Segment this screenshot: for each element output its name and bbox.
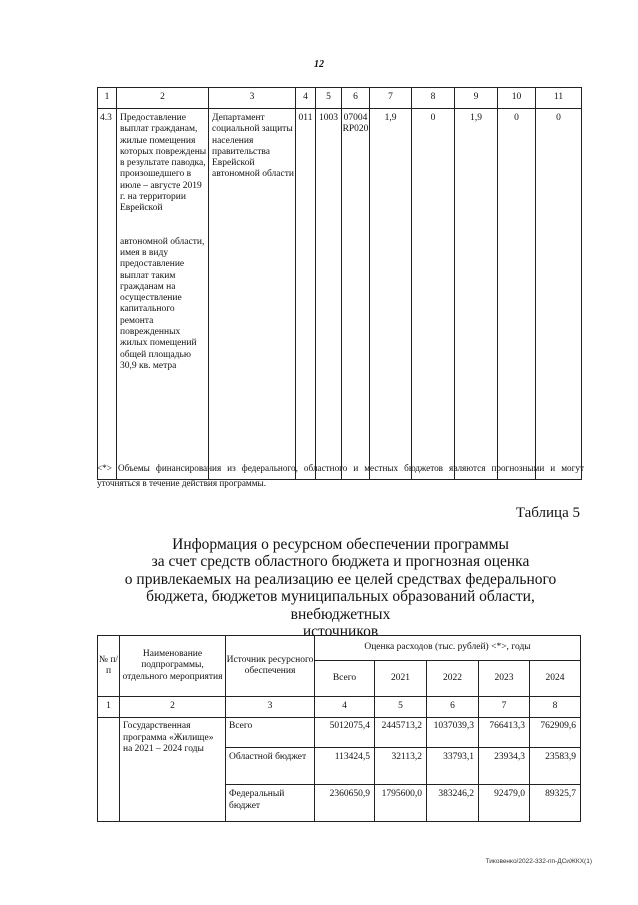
row-number: 4.3 [98, 109, 117, 480]
program-name: Государственная программа «Жилище» на 2021 – 2024 годы [120, 718, 226, 822]
header-source: Источник ресурсного обеспечения [226, 636, 315, 697]
col-num: 6 [342, 88, 370, 109]
col-num: 2 [117, 88, 209, 109]
table-row [98, 718, 581, 748]
col-num: 4 [296, 88, 316, 109]
year-header: 2021 [375, 661, 427, 697]
section-heading [97, 536, 584, 640]
cell-value: 2445713,2 [375, 718, 427, 748]
cell-value: 89325,7 [530, 785, 581, 822]
cell-value: 92479,0 [479, 785, 530, 822]
col-num: 10 [498, 88, 536, 109]
cell-value: 766413,3 [479, 718, 530, 748]
col-num: 5 [316, 88, 342, 109]
executor: Департамент социальной защиты населения правительства Еврейской автономной области [209, 109, 296, 480]
col-num: 9 [455, 88, 498, 109]
activity-table-header [98, 88, 582, 109]
cell-value: 32113,2 [375, 748, 427, 785]
col-num: 8 [412, 88, 455, 109]
col-num: 4 [315, 697, 375, 718]
page-number: 12 [314, 59, 324, 70]
resource-table [97, 635, 581, 822]
cell-value: 0 [412, 109, 455, 480]
col-num: 6 [427, 697, 479, 718]
source-label: Федеральный бюджет [226, 785, 315, 822]
col-num: 1 [98, 697, 120, 718]
heading-line: источников [302, 623, 379, 641]
row-number [98, 718, 120, 822]
activity-name [117, 109, 209, 480]
cell-value: 23583,9 [530, 748, 581, 785]
cell-value: 0 [498, 109, 536, 480]
col-num: 8 [530, 697, 581, 718]
footnote: <*> Объемы финансирования из федерального, областного и местных бюджетов являются прогнозными и могут уточняться в течение действия программы. [97, 463, 584, 488]
heading-line: бюджета, бюджетов муниципальных образований области, внебюджетных [146, 588, 535, 623]
cell-value: 011 [296, 109, 316, 480]
cell-value: 1,9 [455, 109, 498, 480]
activity-name-part2: автономной области, имея в виду предоставление выплат таким гражданам на осуществление капитального ремонта поврежденных жилых помещений общей площадью 30,9 кв. метра [120, 236, 205, 371]
heading-line: Информация о ресурсном обеспечении программы [172, 536, 509, 553]
year-header: Всего [315, 661, 375, 697]
col-num: 3 [226, 697, 315, 718]
heading-line: за счет средств областного бюджета и прогнозная оценка [151, 553, 530, 571]
header-estimate: Оценка расходов (тыс. рублей) <*>, годы [315, 636, 581, 661]
col-num: 7 [479, 697, 530, 718]
cell-value: 1,9 [370, 109, 412, 480]
cell-value: 33793,1 [427, 748, 479, 785]
year-header: 2024 [530, 661, 581, 697]
cell-value: 762909,6 [530, 718, 581, 748]
cell-value: 07004 RP020 [342, 109, 370, 480]
header-num: № п/п [98, 636, 120, 697]
table-row [98, 109, 582, 480]
cell-value: 113424,5 [315, 748, 375, 785]
resource-table-header [98, 636, 581, 661]
col-num: 2 [120, 697, 226, 718]
header-name: Наименование подпрограммы, отдельного мероприятия [120, 636, 226, 697]
cell-value: 1037039,3 [427, 718, 479, 748]
cell-value: 1003 [316, 109, 342, 480]
col-num: 7 [370, 88, 412, 109]
year-header: 2022 [427, 661, 479, 697]
col-num: 11 [536, 88, 582, 109]
spacer [120, 215, 208, 237]
col-num: 1 [98, 88, 117, 109]
source-label: Всего [226, 718, 315, 748]
cell-value: 1795600,0 [375, 785, 427, 822]
cell-value: 383246,2 [427, 785, 479, 822]
col-num: 5 [375, 697, 427, 718]
year-header: 2023 [479, 661, 530, 697]
cell-value: 0 [536, 109, 582, 480]
document-code: Тиковенко/2022-332-пп-ДСиЖКХ(1) [485, 858, 592, 865]
cell-value: 5012075,4 [315, 718, 375, 748]
col-num: 3 [209, 88, 296, 109]
cell-value: 2360650,9 [315, 785, 375, 822]
source-label: Областной бюджет [226, 748, 315, 785]
table-label: Таблица 5 [515, 505, 580, 521]
heading-line: о привлекаемых на реализацию ее целей средствах федерального [124, 570, 557, 588]
column-numbers-row [98, 697, 581, 718]
cell-value: 23934,3 [479, 748, 530, 785]
activity-name-part1: Предоставление выплат гражданам, жилые помещения которых повреждены в результате паводка, произошедшего в июле – августе 2019 г. на территории Еврейской [120, 113, 207, 214]
activity-table [97, 87, 582, 480]
